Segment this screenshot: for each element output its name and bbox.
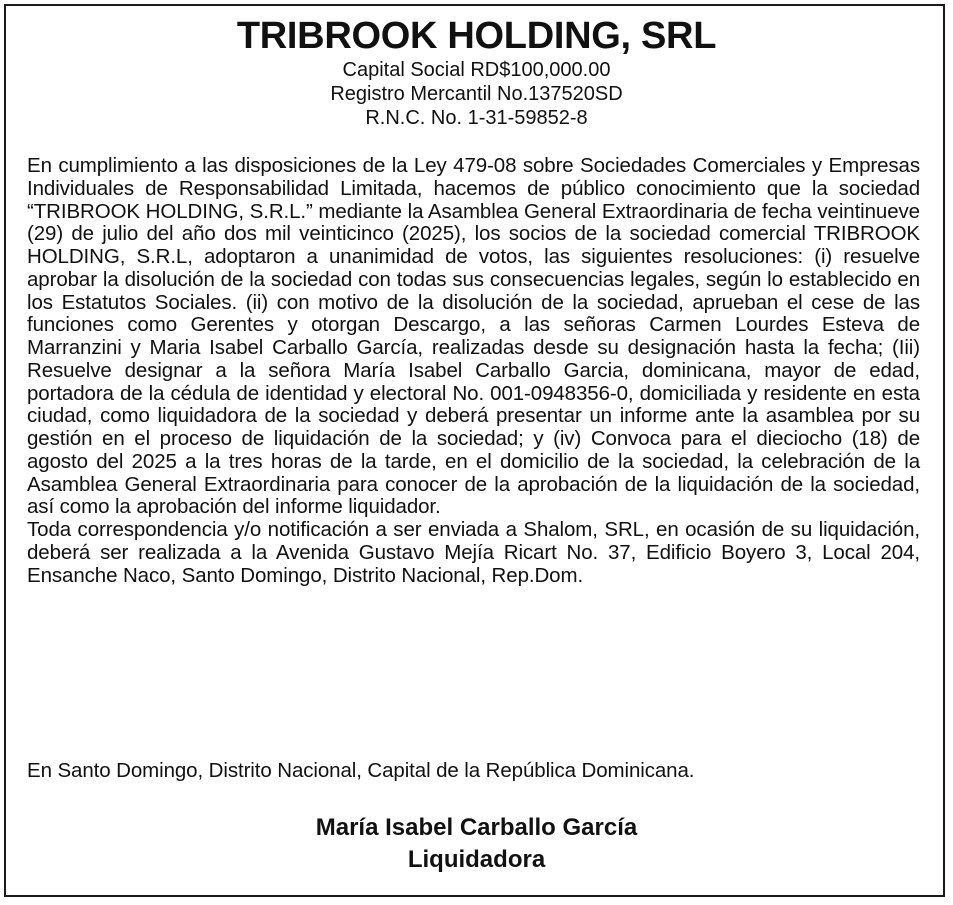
rnc-number: R.N.C. No. 1-31-59852-8 bbox=[365, 107, 588, 129]
signatory-role: Liquidadora bbox=[407, 846, 546, 873]
closing-location: En Santo Domingo, Distrito Nacional, Capital de la República Dominicana. bbox=[27, 759, 695, 782]
signature-block bbox=[0, 812, 953, 876]
company-info-block bbox=[0, 58, 953, 130]
correspondence-paragraph: Toda correspondencia y/o notificación a ser enviada a Shalom, SRL, en ocasión de su liquidación, deberá ser realizada a la Avenida Gustavo Mejía Ricart No. 37, Edificio Boyero 3, Local 204, Ensanche Naco, Santo Domingo, Distrito Nacional, Rep.Dom. bbox=[27, 518, 920, 587]
registro-mercantil: Registro Mercantil No.137520SD bbox=[330, 83, 623, 105]
signatory-name: María Isabel Carballo García bbox=[315, 814, 638, 841]
capital-social: Capital Social RD$100,000.00 bbox=[342, 59, 611, 81]
resolution-paragraph: En cumplimiento a las disposiciones de la Ley 479-08 sobre Sociedades Comerciales y Empresas Individuales de Responsabilidad Limitada, hacemos de público conocimiento que la sociedad “TRIBROOK HOLDING, S.R.L.” mediante la Asamblea General Extraordinaria de fecha veintinueve (29) de julio del año dos mil veinticinco (2025), los socios de la sociedad comercial TRIBROOK HOLDING, S.R.L, adoptaron a unanimidad de votos, las siguientes resoluciones: (i) resuelve aprobar la disolución de la sociedad con todas sus consecuencias legales, según lo establecido en los Estatutos Sociales. (ii) con motivo de la disolución de la sociedad, aprueban el cese de las funciones como Gerentes y otorgan Descargo, a las señoras Carmen Lourdes Esteva de Marranzini y Maria Isabel Carballo García, realizadas desde su designación hasta la fecha; (Iii) Resuelve designar a la señora María Isabel Carballo Garcia, dominicana, mayor de edad, portadora de la cédula de identidad y electoral No. 001-0948356-0, domiciliada y residente en esta ciudad, como liquidadora de la sociedad y deberá presentar un informe ante la asamblea por su gestión en el proceso de liquidación de la sociedad; y (iv) Convoca para el dieciocho (18) de agosto del 2025 a la tres horas de la tarde, en el domicilio de la sociedad, la celebración de la Asamblea General Extraordinaria para conocer de la aprobación de la liquidación de la sociedad, así como la aprobación del informe liquidador. bbox=[27, 154, 920, 519]
notice-body bbox=[27, 155, 920, 587]
company-name: TRIBROOK HOLDING, SRL bbox=[236, 15, 717, 57]
